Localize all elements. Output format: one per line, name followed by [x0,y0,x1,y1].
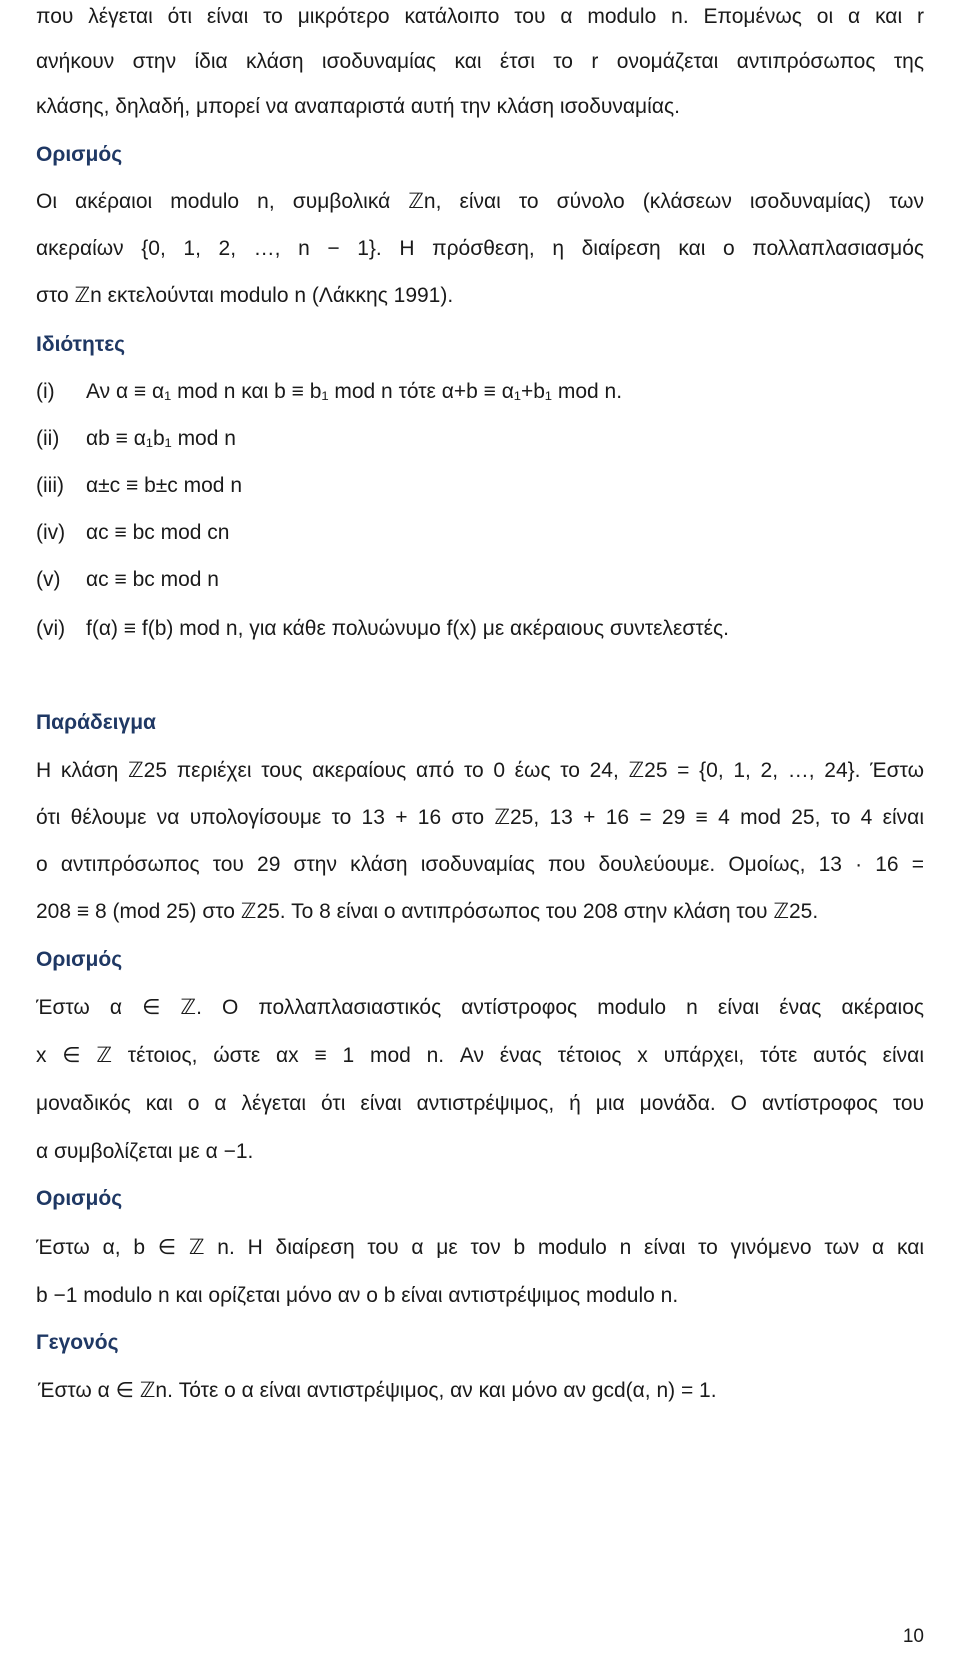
property-text: αc ≡ bc mod n [86,568,219,591]
intro-line-2: ανήκουν στην ίδια κλάση ισοδυναμίας και έτσι το r ονομάζεται αντιπρόσωπος της [36,50,924,73]
fact-line-1: Έστω α ∈ ℤn. Τότε ο α είναι αντιστρέψιμος, αν και μόνο αν gcd(α, n) = 1. [38,1379,717,1402]
property-text: f(α) ≡ f(b) mod n, για κάθε πολυώνυμο f(x) με ακέραιους συντελεστές. [86,617,729,640]
property-text: Αν α ≡ α₁ mod n και b ≡ b₁ mod n τότε α+b ≡ α₁+b₁ mod n. [86,380,623,403]
example-line-1: Η κλάση ℤ25 περιέχει τους ακεραίους από το 0 έως το 24, ℤ25 = {0, 1, 2, …, 24}. Έστω [36,759,924,782]
property-text: αb ≡ α₁b₁ mod n [86,427,236,450]
fact-heading: Γεγονός [36,1331,119,1354]
definition-1-line-1: Οι ακέραιοι modulo n, συμβολικά ℤn, είναι το σύνολο (κλάσεων ισοδυναμίας) των [36,190,924,213]
property-number: (iii) [36,474,64,497]
definition-1-line-3: στο ℤn εκτελούνται modulo n (Λάκκης 1991). [36,284,454,307]
intro-line-3: κλάσης, δηλαδή, μπορεί να αναπαριστά αυτή την κλάση ισοδυναμίας. [36,95,680,118]
definition-heading: Ορισμός [36,1187,123,1210]
property-number: (i) [36,380,55,403]
intro-line-1: που λέγεται ότι είναι το μικρότερο κατάλοιπο του α modulo n. Επομένως οι α και r [36,5,924,28]
example-line-2: ότι θέλουμε να υπολογίσουμε το 13 + 16 στο ℤ25, 13 + 16 = 29 ≡ 4 mod 25, το 4 είναι [36,806,924,829]
properties-heading: Ιδιότητες [36,333,126,356]
definition-heading: Ορισμός [36,948,123,971]
property-number: (iv) [36,521,66,544]
property-number: (v) [36,568,61,591]
example-line-4: 208 ≡ 8 (mod 25) στο ℤ25. Το 8 είναι ο αντιπρόσωπος του 208 στην κλάση του ℤ25. [36,900,819,923]
definition-heading: Ορισμός [36,143,123,166]
definition-2-line-4: α συμβολίζεται με α −1. [36,1140,254,1163]
property-text: α±c ≡ b±c mod n [86,474,242,497]
example-line-3: ο αντιπρόσωπος του 29 στην κλάση ισοδυναμίας που δουλεύουμε. Ομοίως, 13 · 16 = [36,853,924,876]
definition-3-line-2: b −1 modulo n και ορίζεται μόνο αν ο b είναι αντιστρέψιμος modulo n. [36,1284,679,1307]
definition-2-line-2: x ∈ ℤ τέτοιος, ώστε αx ≡ 1 mod n. Αν ένας τέτοιος x υπάρχει, τότε αυτός είναι [36,1044,924,1067]
definition-2-line-1: Έστω α ∈ ℤ. Ο πολλαπλασιαστικός αντίστροφος modulo n είναι ένας ακέραιος [36,996,924,1019]
example-heading: Παράδειγμα [36,711,156,734]
page-number: 10 [902,1626,924,1647]
definition-2-line-3: μοναδικός και ο α λέγεται ότι είναι αντιστρέψιμος, ή μια μονάδα. Ο αντίστροφος του [36,1092,924,1115]
property-text: αc ≡ bc mod cn [86,521,230,544]
definition-1-line-2: ακεραίων {0, 1, 2, …, n − 1}. Η πρόσθεση, η διαίρεση και ο πολλαπλασιασμός [36,237,924,260]
definition-3-line-1: Έστω α, b ∈ ℤ n. Η διαίρεση του α με τον b modulo n είναι το γινόμενο των α και [36,1236,924,1259]
property-number: (ii) [36,427,60,450]
property-number: (vi) [36,617,66,640]
